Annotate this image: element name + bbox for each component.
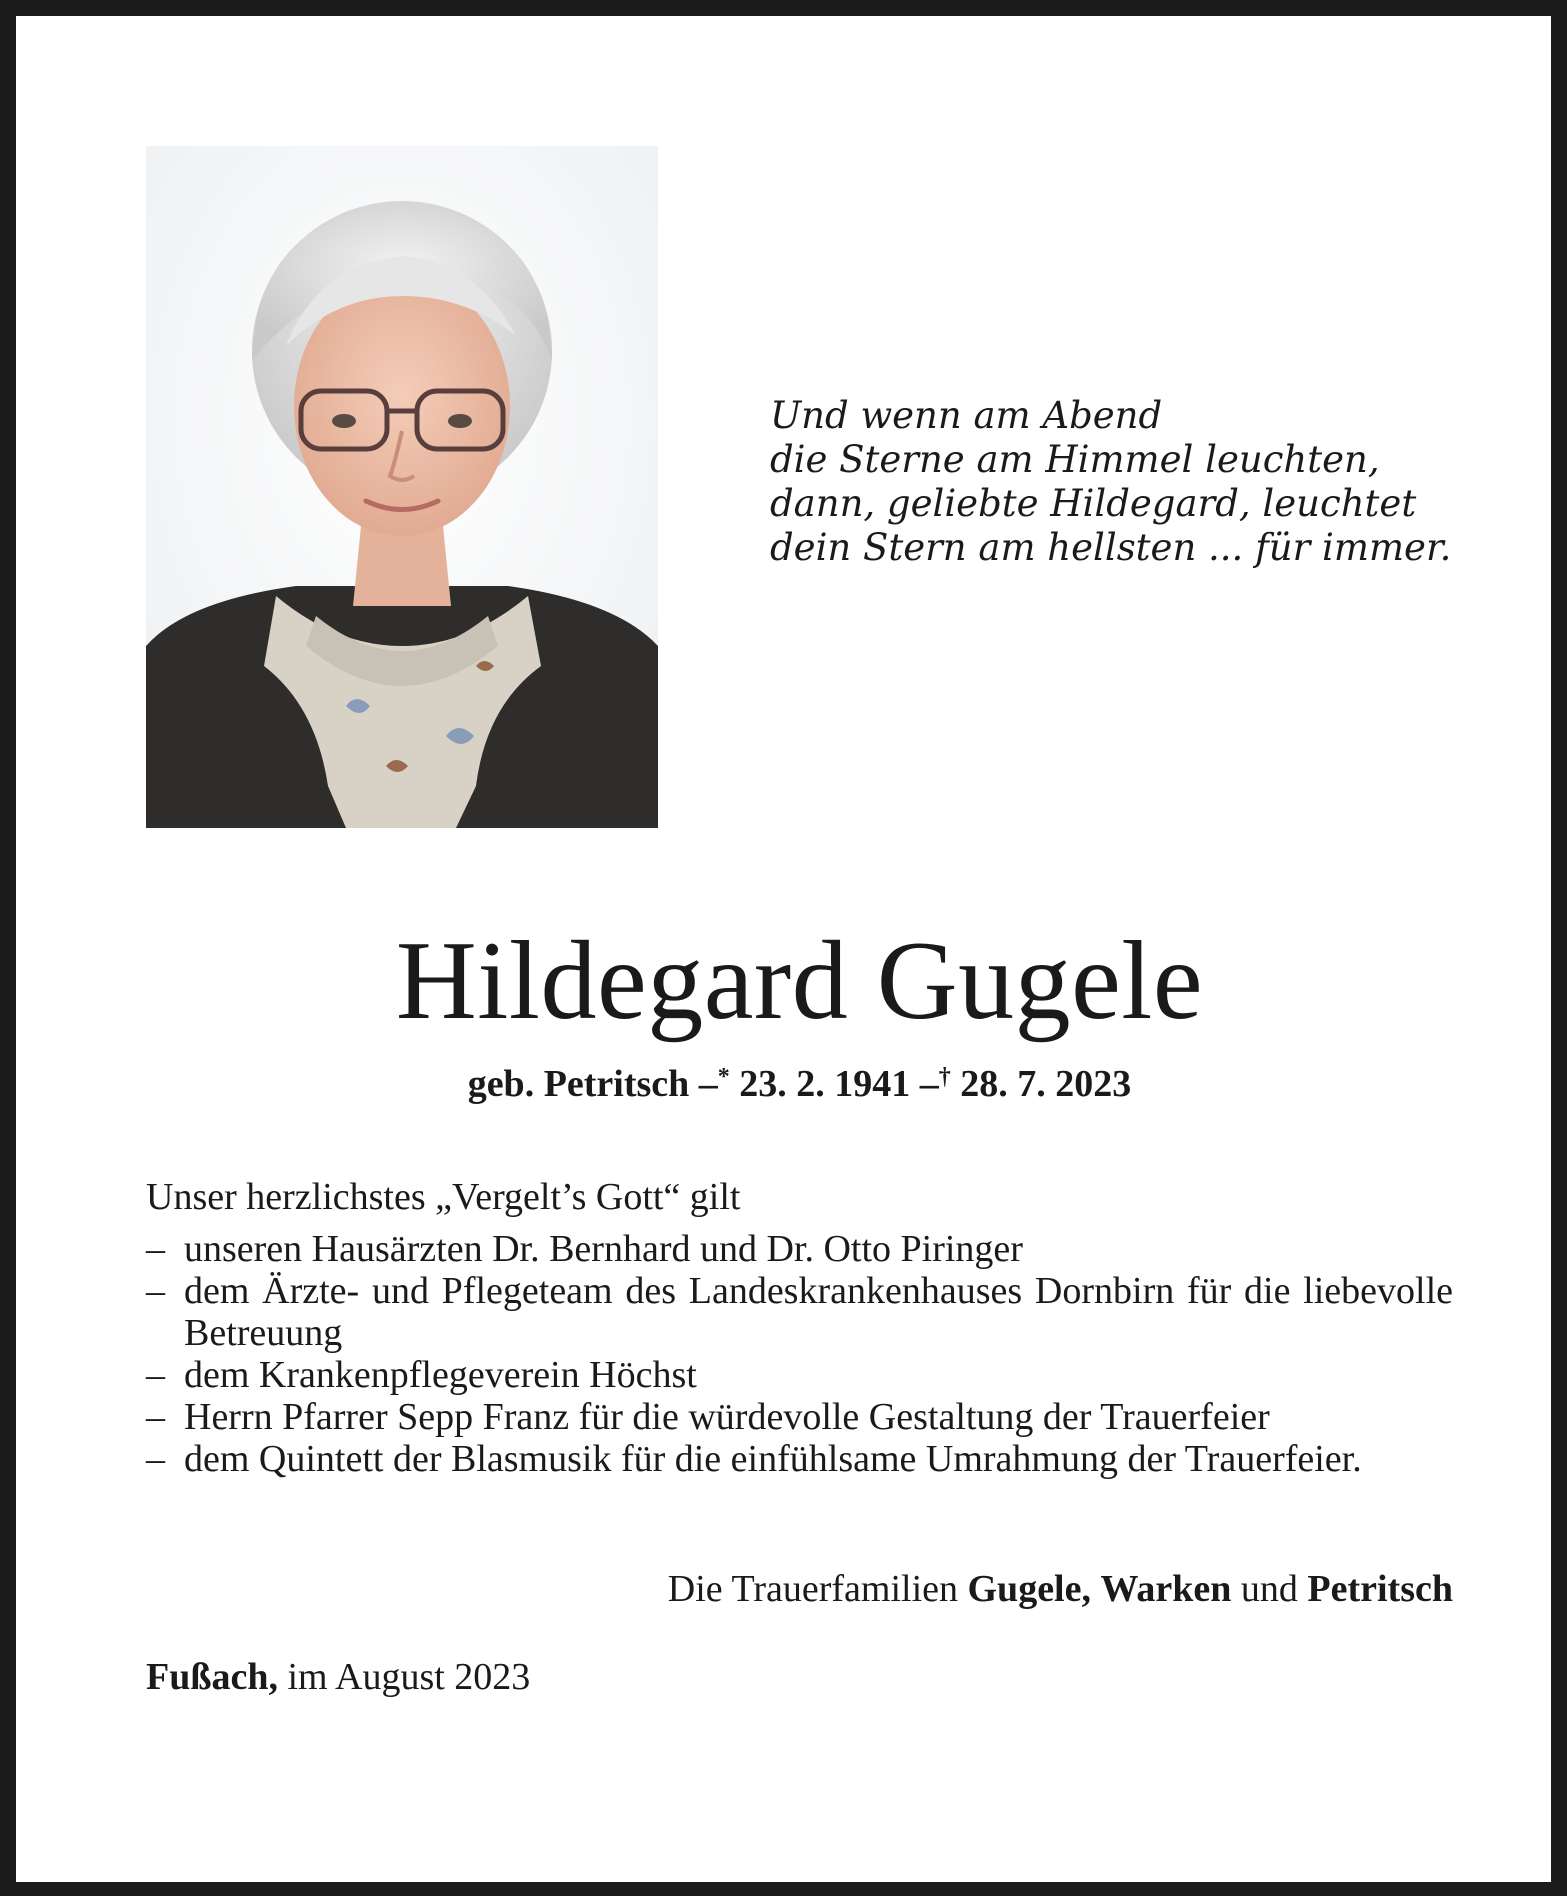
- dates-separator: –: [919, 1063, 939, 1105]
- dates-separator: –: [698, 1063, 718, 1105]
- list-item: – dem Ärzte- und Pflegeteam des Landeskrankenhauses Dornbirn für die liebevolle Betreuung: [146, 1270, 1453, 1354]
- poem-line: Und wenn am Abend: [770, 394, 1163, 437]
- deceased-name: Hildegard Gugele: [395, 919, 1204, 1043]
- portrait-photo: [146, 146, 658, 828]
- birth-date: 23. 2. 1941: [739, 1063, 911, 1105]
- family-name-warken: Warken: [1100, 1568, 1232, 1610]
- poem-line: dann, geliebte Hildegard, leuchtet: [770, 482, 1417, 525]
- list-item: – Herrn Pfarrer Sepp Franz für die würdevolle Gestaltung der Trauerfeier: [146, 1396, 1453, 1438]
- poem-line: dein Stern am hellsten ... für immer.: [770, 526, 1452, 569]
- maiden-name: geb. Petritsch: [467, 1063, 690, 1105]
- place-city: Fußach,: [146, 1656, 278, 1698]
- thanks-intro: Unser herzlichstes „Vergelt’s Gott“ gilt: [146, 1176, 741, 1218]
- life-dates: [146, 1052, 1453, 1109]
- family-signature: [146, 1566, 1453, 1612]
- family-prefix: Die Trauerfamilien: [667, 1568, 958, 1610]
- place-month: im August 2023: [287, 1656, 531, 1698]
- death-symbol: †: [938, 1064, 951, 1090]
- birth-symbol: *: [717, 1064, 730, 1090]
- place-date: [146, 1654, 1146, 1700]
- list-item: – dem Krankenpflegeverein Höchst: [146, 1354, 1453, 1396]
- poem-line: die Sterne am Himmel leuchten,: [770, 438, 1380, 481]
- thanks-list: [146, 1228, 1453, 1480]
- memorial-poem: [770, 394, 1452, 570]
- family-conjunction: und: [1240, 1568, 1298, 1610]
- list-item: – dem Quintett der Blasmusik für die einfühlsame Umrahmung der Trauerfeier.: [146, 1438, 1453, 1480]
- thanks-section: [146, 1176, 1453, 1480]
- death-date: 28. 7. 2023: [960, 1063, 1132, 1105]
- portrait-illustration: [146, 146, 658, 828]
- family-name-gugele: Gugele,: [967, 1568, 1091, 1610]
- list-item: – unseren Hausärzten Dr. Bernhard und Dr. Otto Piringer: [146, 1228, 1453, 1270]
- family-name-petritsch: Petritsch: [1307, 1568, 1453, 1610]
